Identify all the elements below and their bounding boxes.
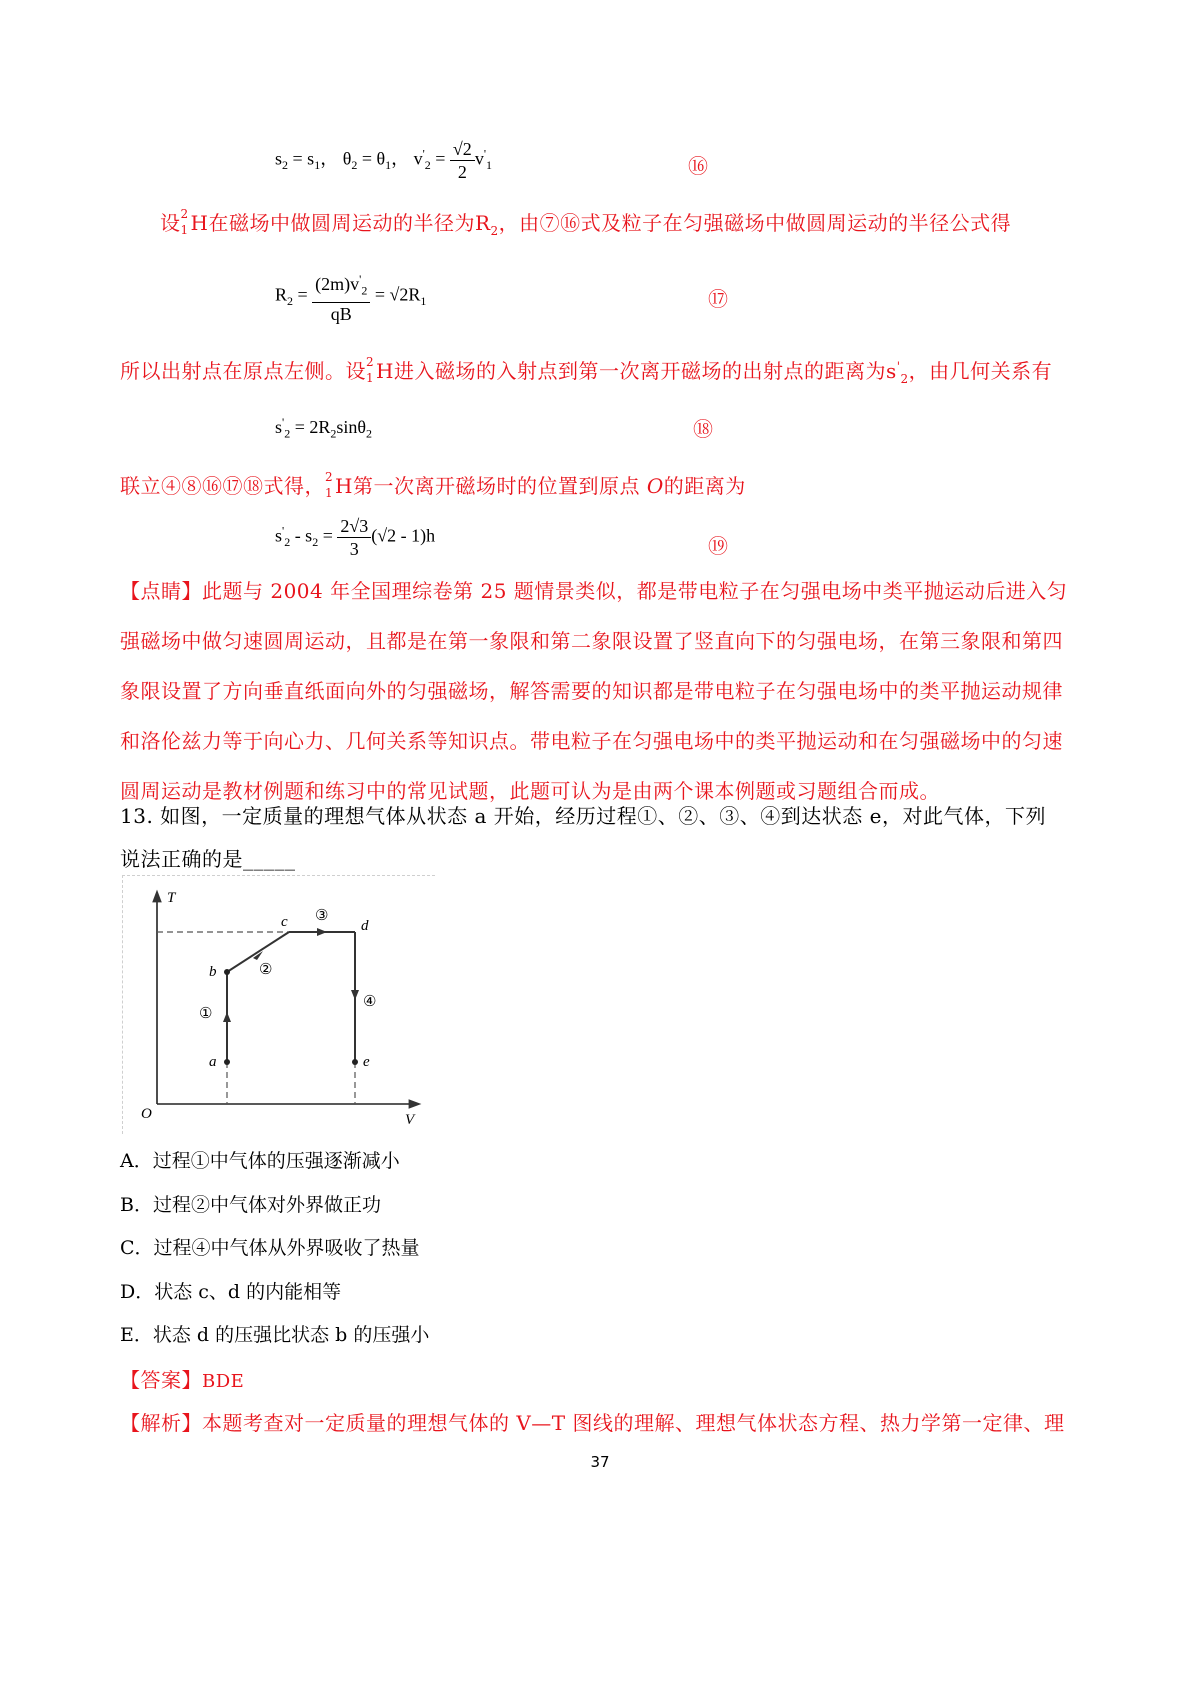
point-b-label: b	[209, 964, 217, 980]
equation-number-17: ⑰	[708, 287, 728, 311]
exit-point-line: 所以出射点在原点左侧。设 2 1 H进入磁场的入射点到第一次离开磁场的出射点的距离为$s'_2$，由几何关系有	[120, 354, 1053, 386]
radius-intro-line: 设 2 1 H在磁场中做圆周运动的半径为$R_2$，由⑦⑯式及粒子在匀强磁场中做圆周运动的半径公式得	[160, 206, 1012, 238]
equation-number-16: ⑯	[688, 154, 708, 178]
question-line-1: 13. 如图，一定质量的理想气体从状态 a 开始，经历过程①、②、③、④到达状态 e，对此气体，下列	[120, 804, 1046, 828]
process-4-label: ④	[363, 994, 377, 1010]
point-c-label: c	[281, 914, 288, 930]
point-a-label: a	[209, 1054, 217, 1070]
analysis-text: 本题考查对一定质量的理想气体的 V—T 图线的理解、理想气体状态方程、热力学第一定律、理	[202, 1411, 1065, 1435]
process-2-line	[227, 932, 289, 972]
equation-17: $R_2$ = $\frac{(2m)v'_2}{qB}$ = $√2R_1$	[275, 268, 426, 325]
axis-t-label: T	[167, 890, 176, 906]
comment-label: 【点睛】	[120, 579, 202, 603]
equation-number-18: ⑱	[693, 417, 713, 441]
vt-diagram	[122, 875, 435, 1134]
option-c: C．过程④中气体从外界吸收了热量	[120, 1237, 420, 1259]
page-number: 37	[590, 1453, 610, 1471]
point-a	[224, 1059, 230, 1065]
axis-v-label: V	[405, 1112, 415, 1128]
point-e	[352, 1059, 358, 1065]
deuteron-symbol: 2 1	[180, 206, 189, 237]
deuteron-symbol: 2 1	[366, 354, 375, 385]
answer-label: 【答案】	[120, 1368, 202, 1392]
question-line-2: 说法正确的是_____	[120, 847, 296, 871]
point-b	[224, 969, 230, 975]
process-2-label: ②	[259, 962, 273, 978]
process-3-label: ③	[315, 908, 329, 924]
option-b: B．过程②中气体对外界做正功	[120, 1194, 381, 1216]
process-1-label: ①	[199, 1006, 213, 1022]
point-d-label: d	[361, 918, 369, 934]
analysis-label: 【解析】	[120, 1411, 202, 1435]
vt-diagram-svg	[123, 876, 435, 1134]
equation-19: $s'_2 - s_2$ = $\frac{2√3}{3}$ (√2 - 1)h	[275, 516, 436, 559]
equation-number-19: ⑲	[708, 534, 728, 558]
answer-line	[120, 1364, 244, 1393]
comment-paragraph	[120, 566, 1080, 816]
comment-text: 此题与 2004 年全国理综卷第 25 题情景类似，都是带电粒子在匀强电场中类平抛运动后进入匀强磁场中做匀速圆周运动，且都是在第一象限和第二象限设置了竖直向下的匀强电场，在第三象限和第四象限设置了方向垂直纸面向外的匀强磁场，解答需要的知识都是带电粒子在匀强电场中的类平抛运动规律和洛伦兹力等于向心力、几何关系等知识点。带电粒子在匀强电场中的类平抛运动和在匀强磁场中的匀速圆周运动是教材例题和练习中的常见试题，此题可认为是由两个课本例题或习题组合而成。	[120, 579, 1068, 803]
equation-18: $s'_2 = 2R_2\sin\theta_2$	[275, 415, 372, 441]
option-a: A．过程①中气体的压强逐渐减小	[120, 1150, 400, 1172]
deuteron-symbol: 2 1	[325, 469, 334, 500]
option-e: E．状态 d 的压强比状态 b 的压强小	[120, 1324, 430, 1346]
equation-16: $s_2 = s_1$， $\theta_2 = \theta_1$， $v'_2$ = $\frac{√2}{2}$ $v'_1$	[275, 139, 492, 182]
analysis-line	[120, 1407, 1065, 1436]
answer-value: BDE	[202, 1371, 245, 1392]
origin-label: O	[141, 1106, 152, 1122]
point-e-label: e	[363, 1054, 370, 1070]
option-d: D．状态 c、d 的内能相等	[120, 1281, 342, 1303]
union-line: 联立④⑧⑯⑰⑱式得， 2 1 H第一次离开磁场时的位置到原点 O的距离为	[120, 469, 746, 500]
